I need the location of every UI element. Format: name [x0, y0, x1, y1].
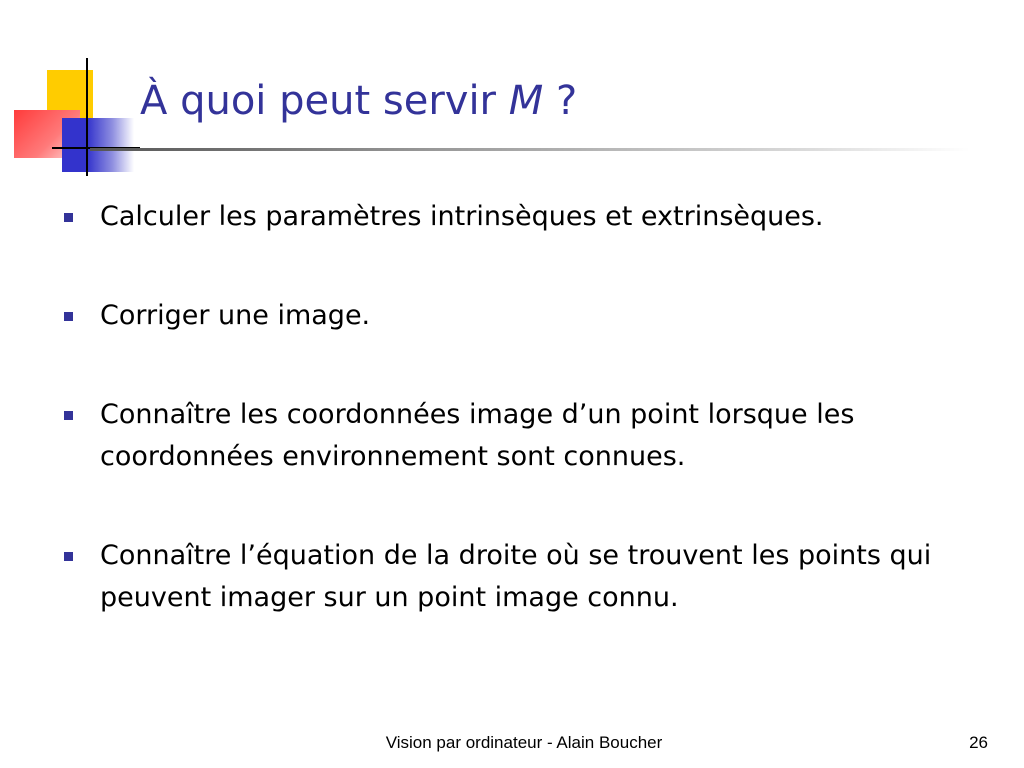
slide-title — [140, 78, 577, 124]
bullet-square-icon — [64, 552, 73, 561]
bullet-text: Corriger une image. — [100, 300, 371, 331]
decorative-vertical-line — [86, 58, 88, 176]
bullet-item — [60, 196, 990, 238]
bullet-item — [60, 535, 990, 619]
bullet-square-icon — [64, 312, 73, 321]
title-underline-rule — [90, 148, 970, 151]
bullet-list — [60, 196, 990, 619]
decorative-blue-square — [62, 118, 134, 172]
title-variable: M — [508, 78, 544, 124]
footer-text: Vision par ordinateur - Alain Boucher — [385, 733, 663, 752]
bullet-text: Connaître l’équation de la droite où se trouvent les points qui peuvent imager sur un point image connu. — [100, 540, 932, 613]
page-number: 26 — [969, 733, 988, 752]
title-prefix: À quoi peut servir — [140, 78, 496, 124]
bullet-text: Connaître les coordonnées image d’un point lorsque les coordonnées environnement sont connues. — [100, 399, 855, 472]
bullet-item — [60, 394, 990, 478]
title-suffix: ? — [555, 78, 578, 124]
bullet-text: Calculer les paramètres intrinsèques et extrinsèques. — [100, 201, 824, 232]
bullet-square-icon — [64, 213, 73, 222]
bullet-square-icon — [64, 411, 73, 420]
bullet-item — [60, 295, 990, 337]
